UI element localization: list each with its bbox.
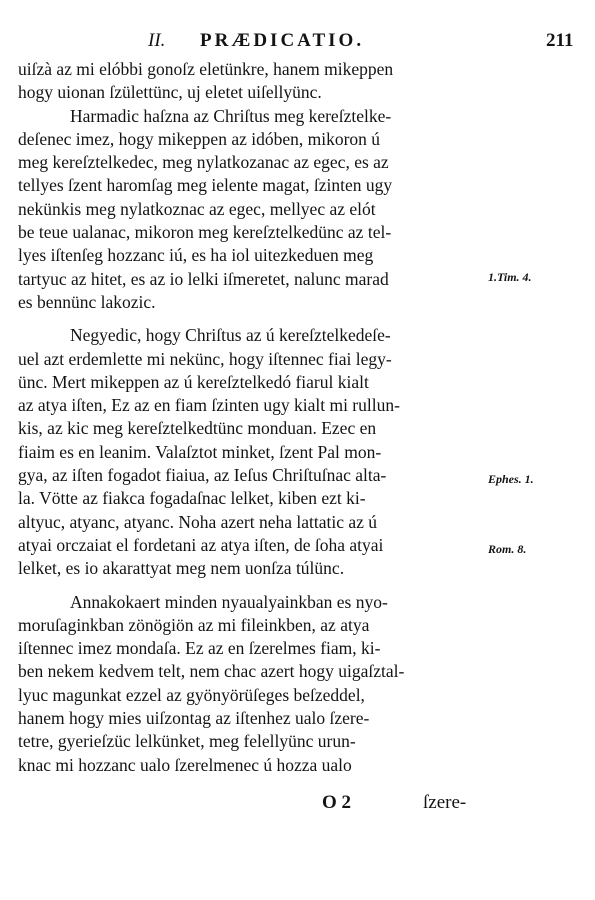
paragraph-start: Negyedic, hogy Chriſtus az ú kereſztelkedeſe- (70, 325, 391, 346)
text-line: ünc. Mert mikeppen az ú kereſztelkedó fiarul kialt (18, 371, 369, 392)
text-line: uel azt erdemlette mi nekünc, hogy iſtennec fiai legy- (18, 348, 392, 369)
text-line: az atya iſten, Ez az en fiam ſzinten ugy kialt mi rullun- (18, 395, 400, 416)
signature-mark: O 2 (322, 792, 352, 813)
margin-note-ephes: Ephes. 1. (488, 472, 534, 486)
paragraph-start: Harmadic haſzna az Chriſtus meg kereſztelke- (70, 105, 392, 126)
text-line: atyai orczaiat el fordetani az atya iſten, de ſoha atyai (18, 534, 384, 555)
text-line: nekünkis meg nylatkoznac az egec, mellyec az elót (18, 198, 376, 219)
running-header (0, 30, 595, 56)
text-line: lyuc magunkat ezzel az gyönyörüſeges beſzeddel, (18, 684, 365, 705)
text-line: es bennünc lakozic. (18, 291, 156, 312)
text-line: altyuc, atyanc, atyanc. Noha azert neha lattatic az ú (18, 511, 378, 532)
text-line: iſtennec imez mondaſa. Ez az en ſzerelmes fiam, ki- (18, 638, 381, 659)
text-line: tellyes ſzent haromſag meg ielente magat, ſzinten ugy (18, 175, 393, 196)
text-line: uiſzà az mi elóbbi gonoſz eletünkre, hanem mikeppen (18, 59, 394, 79)
text-line: hanem hogy mies uiſzontag az iſtenhez ualo ſzere- (18, 708, 370, 729)
text-line: lelket, es io akarattyat meg nem uonſza túlünc. (18, 558, 345, 579)
page-number: 211 (546, 30, 574, 51)
text-line: moruſaginkban zönögiön az mi fileinkben, az atya (18, 614, 370, 635)
running-title: PRÆDICATIO. (200, 30, 365, 51)
catchword: ſzere- (423, 792, 467, 813)
paragraph-start: Annakokaert minden nyaualyainkban es nyo- (70, 591, 388, 612)
text-line: hogy uionan ſzülettünc, uj eletet uiſellyünc. (18, 82, 322, 103)
margin-note-tim: 1.Tim. 4. (488, 270, 532, 284)
text-line: tetre, gyerieſzüc lelkünket, meg felellyünc urun- (18, 731, 356, 752)
text-line: lyes iſtenſeg hozzanc iú, es ha iol uitezkeduen meg (18, 245, 374, 266)
text-line: la. Vötte az fiakca fogadaſnac lelket, kiben ezt ki- (18, 488, 366, 509)
text-line: meg kereſztelkedec, meg nylatkozanac az egec, es az (18, 152, 389, 173)
text-line: deſenec imez, hogy mikeppen az idóben, mikoron ú (18, 128, 381, 149)
margin-note-rom: Rom. 8. (488, 542, 527, 556)
text-line: knac mi hozzanc ualo ſzerelmenec ú hozza ualo (18, 754, 352, 775)
chapter-number: II. (148, 30, 166, 51)
page-body (18, 58, 488, 777)
text-line: kis, az kic meg kereſztelkedtünc monduan. Ezec en (18, 418, 377, 439)
text-line: fiaim es en leanim. Valaſztot minket, ſzent Pal mon- (18, 441, 382, 462)
text-line: be teue ualanac, mikoron meg kereſztelkedünc az tel- (18, 222, 392, 243)
text-line: ben nekem kedvem telt, nem chac azert hogy uigaſztal- (18, 661, 405, 682)
page-footer (0, 792, 595, 822)
text-line: gya, az iſten fogadot fiaiua, az Ieſus Chriſtuſnac alta- (18, 465, 387, 486)
text-line: tartyuc az hitet, es az io lelki iſmeretet, nalunc marad (18, 268, 389, 289)
